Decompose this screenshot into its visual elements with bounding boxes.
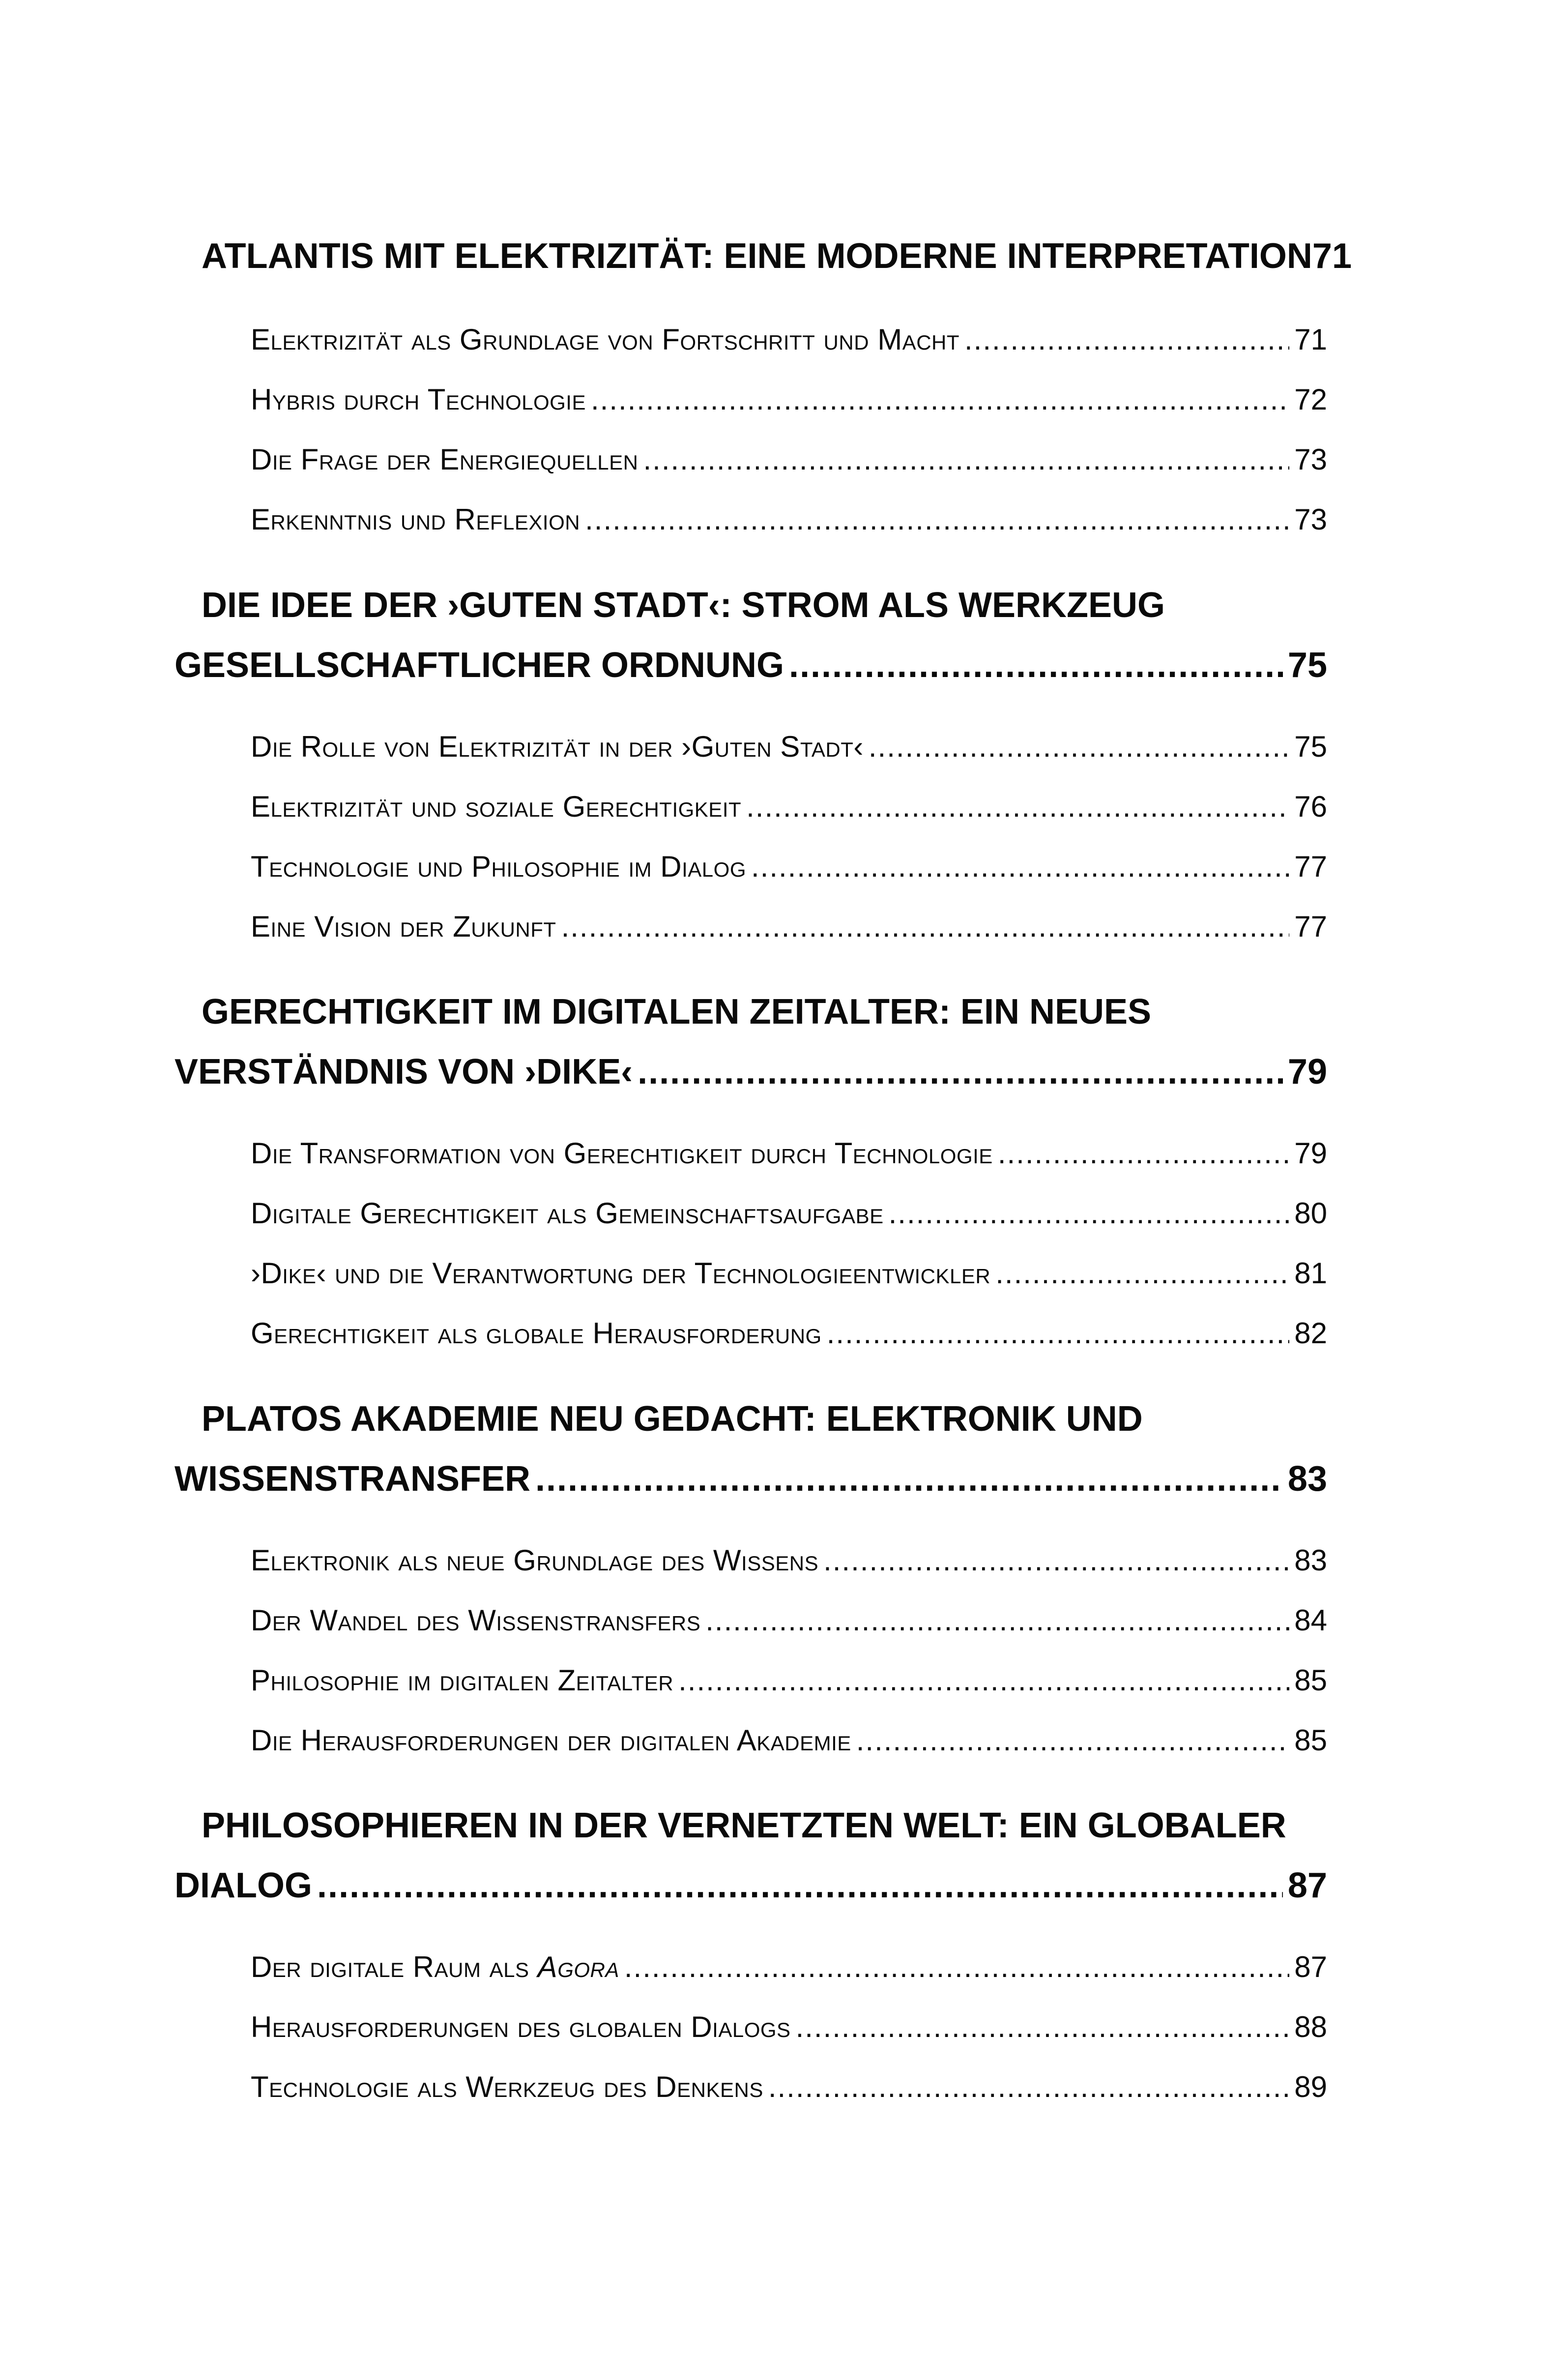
leader-dots [789, 635, 1283, 695]
section-page-number: 77 [1294, 910, 1327, 943]
leader-dots [995, 1243, 1289, 1303]
leader-dots [705, 1591, 1289, 1651]
chapter-title-line-1: GERECHTIGKEIT IM DIGITALEN ZEITALTER: EIN NEUES [202, 992, 1152, 1032]
section-page-number: 76 [1294, 790, 1327, 823]
leader-dots [964, 310, 1289, 370]
leader-dots [678, 1651, 1289, 1711]
leader-dots [768, 2057, 1289, 2117]
section-page-number: 88 [1294, 2010, 1327, 2043]
section-page-number: 73 [1294, 503, 1327, 536]
chapter-page-number: 87 [1287, 1866, 1327, 1905]
section-title: Elektrizität und soziale Gerechtigkeit [251, 790, 742, 823]
section-page-number: 87 [1294, 1950, 1327, 1983]
chapter-page-number: 75 [1287, 646, 1327, 685]
section-entry[interactable] [251, 1997, 1327, 2057]
section-entry[interactable] [251, 1531, 1327, 1591]
leader-dots [856, 1711, 1289, 1770]
leader-dots [317, 1856, 1283, 1916]
section-entry[interactable] [251, 370, 1327, 430]
leader-dots [746, 777, 1289, 837]
section-entry[interactable] [251, 1937, 1327, 1997]
section-title-italic: Agora [537, 1950, 619, 1983]
section-title: Die Transformation von Gerechtigkeit durch Technologie [251, 1137, 993, 1170]
chapter-page-number: 83 [1287, 1459, 1327, 1499]
chapter-heading[interactable] [174, 1796, 1327, 1916]
section-entry[interactable] [251, 1711, 1327, 1770]
chapter-title-line-2: GESELLSCHAFTLICHER ORDNUNG [174, 646, 784, 685]
section-page-number: 85 [1294, 1724, 1327, 1757]
section-entry[interactable] [251, 897, 1327, 957]
chapter-page-number: 71 [1312, 236, 1352, 276]
leader-dots [624, 1937, 1289, 1997]
section-title: Digitale Gerechtigkeit als Gemeinschaftsaufgabe [251, 1197, 884, 1230]
section-title: Die Rolle von Elektrizität in der ›Guten Stadt‹ [251, 730, 864, 763]
leader-dots [585, 490, 1289, 550]
leader-dots [751, 837, 1289, 897]
leader-dots [889, 1183, 1290, 1243]
chapter-title-line-1: DIE IDEE DER ›GUTEN STADT‹: STROM ALS WERKZEUG [202, 586, 1165, 625]
chapter-title-line-1: PHILOSOPHIEREN IN DER VERNETZTEN WELT: EIN GLOBALER [202, 1806, 1286, 1845]
leader-dots [823, 1531, 1289, 1591]
chapter-title: ATLANTIS MIT ELEKTRIZITÄT: EINE MODERNE INTERPRETATION [202, 236, 1312, 276]
chapter-heading[interactable] [174, 226, 1352, 286]
section-entry[interactable] [251, 1243, 1327, 1303]
section-entry[interactable] [251, 837, 1327, 897]
section-page-number: 79 [1294, 1137, 1327, 1170]
section-page-number: 84 [1294, 1604, 1327, 1637]
section-title: Philosophie im digitalen Zeitalter [251, 1664, 674, 1697]
section-entry[interactable] [251, 490, 1327, 550]
section-page-number: 85 [1294, 1664, 1327, 1697]
section-entry[interactable] [251, 1183, 1327, 1243]
section-title: Technologie und Philosophie im Dialog [251, 850, 746, 883]
section-entry[interactable] [251, 777, 1327, 837]
section-page-number: 73 [1294, 443, 1327, 476]
section-page-number: 71 [1294, 323, 1327, 356]
section-entry[interactable] [251, 430, 1327, 490]
section-title: Hybris durch Technologie [251, 383, 586, 416]
section-page-number: 75 [1294, 730, 1327, 763]
section-title-text: Der digitale Raum als [251, 1950, 538, 1983]
section-title: Die Frage der Energiequellen [251, 443, 639, 476]
leader-dots [827, 1303, 1290, 1363]
section-entry[interactable] [251, 310, 1327, 370]
section-title: Der Wandel des Wissenstransfers [251, 1604, 701, 1637]
section-title: Technologie als Werkzeug des Denkens [251, 2070, 763, 2103]
leader-dots [643, 430, 1290, 490]
chapter-title-line-1: PLATOS AKADEMIE NEU GEDACHT: ELEKTRONIK UND [202, 1399, 1143, 1439]
section-entry[interactable] [251, 717, 1327, 777]
chapter-title-line-2: VERSTÄNDNIS VON ›DIKE‹ [174, 1052, 633, 1092]
section-entry[interactable] [251, 2057, 1327, 2117]
leader-dots [561, 897, 1290, 957]
chapter-heading[interactable] [174, 575, 1327, 695]
leader-dots [535, 1449, 1283, 1509]
section-entry[interactable] [251, 1591, 1327, 1651]
section-page-number: 89 [1294, 2070, 1327, 2103]
leader-dots [638, 1042, 1283, 1102]
section-title: ›Dike‹ und die Verantwortung der Technologieentwickler [251, 1257, 991, 1290]
chapter-heading[interactable] [174, 982, 1327, 1102]
section-entry[interactable] [251, 1303, 1327, 1363]
section-title: Gerechtigkeit als globale Herausforderung [251, 1317, 822, 1350]
section-page-number: 80 [1294, 1197, 1327, 1230]
section-title [251, 1937, 619, 1997]
section-title: Elektrizität als Grundlage von Fortschritt und Macht [251, 323, 960, 356]
section-title: Die Herausforderungen der digitalen Akademie [251, 1724, 851, 1757]
leader-dots [591, 370, 1289, 430]
section-page-number: 77 [1294, 850, 1327, 883]
section-title: Elektronik als neue Grundlage des Wissens [251, 1544, 819, 1577]
section-page-number: 72 [1294, 383, 1327, 416]
chapter-page-number: 79 [1287, 1052, 1327, 1092]
leader-dots [796, 1997, 1290, 2057]
leader-dots [869, 717, 1289, 777]
section-title: Eine Vision der Zukunft [251, 910, 556, 943]
chapter-title-line-2: WISSENSTRANSFER [174, 1459, 531, 1499]
leader-dots [998, 1123, 1289, 1183]
section-page-number: 82 [1294, 1317, 1327, 1350]
section-title: Herausforderungen des globalen Dialogs [251, 2010, 791, 2043]
section-entry[interactable] [251, 1651, 1327, 1711]
section-page-number: 83 [1294, 1544, 1327, 1577]
chapter-title-line-2: DIALOG [174, 1866, 312, 1905]
section-page-number: 81 [1294, 1257, 1327, 1290]
chapter-heading[interactable] [174, 1389, 1327, 1509]
section-entry[interactable] [251, 1123, 1327, 1183]
section-title: Erkenntnis und Reflexion [251, 503, 581, 536]
